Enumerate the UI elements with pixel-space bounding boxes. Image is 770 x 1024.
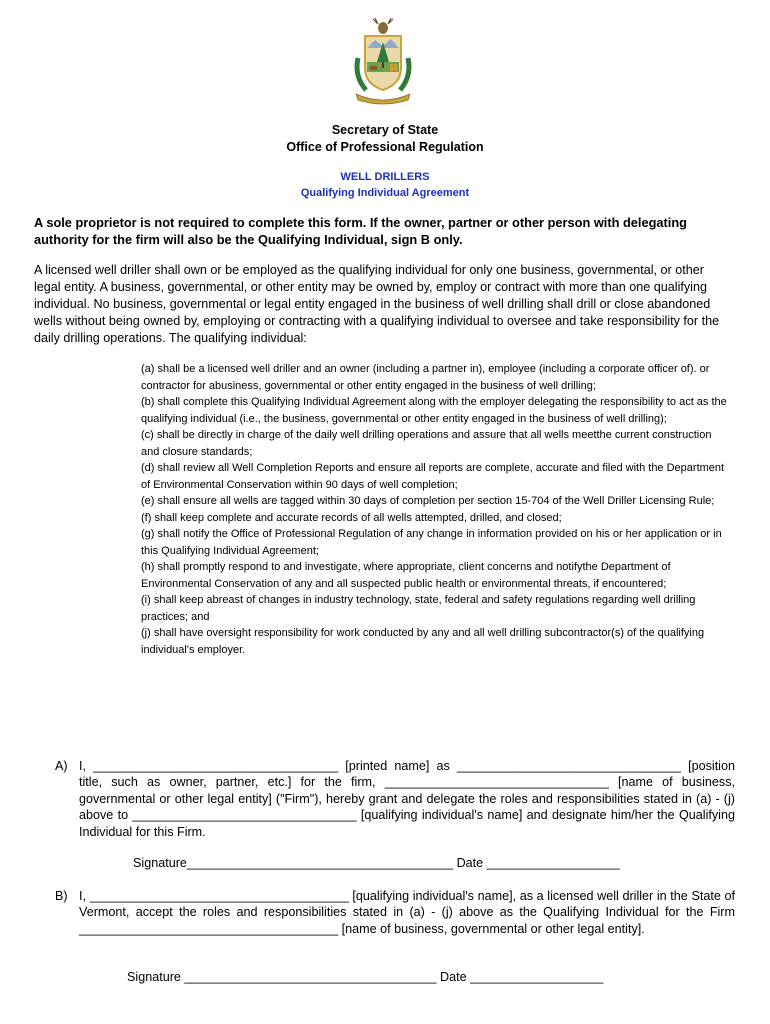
duties-list: [141, 361, 731, 658]
section-a-label: A): [55, 759, 68, 773]
section-b-signature-line[interactable]: Signature ____________________________________ Date ___________________: [127, 970, 604, 984]
agency-heading: [0, 122, 770, 156]
list-item: (f) shall keep complete and accurate records of all wells attempted, drilled, and closed;: [141, 511, 562, 524]
list-item: (c) shall be directly in charge of the daily well drilling operations and assure that all wells meetthe current construction and closure standards;: [141, 429, 712, 458]
agency-line-1: Secretary of State: [331, 123, 439, 137]
section-b-acceptance: [55, 888, 735, 937]
section-b-label: B): [55, 889, 68, 903]
agency-line-2: Office of Professional Regulation: [286, 140, 484, 154]
vermont-coat-of-arms-icon: [352, 18, 414, 106]
section-a-delegation: [55, 758, 735, 840]
list-item: (j) shall have oversight responsibility for work conducted by any and all well drilling subcontractor(s) of the qualifying individual's employer.: [141, 627, 705, 656]
list-item: (i) shall keep abreast of changes in industry technology, state, federal and safety regulations regarding well drilling practices; and: [141, 594, 696, 623]
form-title-line-2: Qualifying Individual Agreement: [300, 186, 470, 199]
list-item: (h) shall promptly respond to and investigate, where appropriate, client concerns and notifythe Department of Environmental Conservation of any and all suspected public health or environmental threats, if encountered;: [141, 561, 671, 590]
list-item: (d) shall review all Well Completion Reports and ensure all reports are complete, accurate and filed with the Department of Environmental Conservation within 90 days of well completion;: [141, 462, 725, 491]
section-a-text[interactable]: I, ___________________________________ [printed name] as ________________________________ [position title, such as owner, partner, etc.] for the firm, ________________________________ [name of business, governmental or other legal entity] ("Firm"), hereby grant and delegate the roles and responsibilities stated in (a) - (j) above to ________________________________ [qualifying individual's name] and designate him/her the Qualifying Individual for this Firm.: [79, 759, 735, 839]
list-item: (e) shall ensure all wells are tagged within 30 days of completion per section 15-704 of the Well Driller Licensing Rule;: [141, 495, 715, 507]
list-item: (g) shall notify the Office of Professional Regulation of any change in information provided on his or her application or in this Qualifying Individual Agreement;: [141, 528, 722, 557]
list-item: (b) shall complete this Qualifying Individual Agreement along with the employer delegating the responsibility to act as the qualifying individual (i.e., the business, governmental or other entity engaged in the business of well drilling);: [141, 396, 727, 425]
section-a-signature-line[interactable]: Signature______________________________________ Date ___________________: [133, 856, 620, 870]
form-title: [0, 170, 770, 201]
list-item: (a) shall be a licensed well driller and an owner (including a partner in), employee (including a corporate officer of). or contractor for abusiness, governmental or other entity engaged in the business of well drilling;: [141, 363, 710, 392]
form-title-line-1: WELL DRILLERS: [340, 171, 430, 183]
sole-proprietor-instruction: A sole proprietor is not required to complete this form. If the owner, partner or other person with delegating authority for the firm will also be the Qualifying Individual, sign B only.: [34, 215, 687, 247]
intro-paragraph: A licensed well driller shall own or be employed as the qualifying individual for only one business, governmental, or other legal entity. A business, governmental, or other entity may be owned by, employ or contract with more than one qualifying individual. No business, governmental or legal entity engaged in the business of well drilling shall drill or close abandoned wells without being owned by, employing or contracting with a qualifying individual to oversee and take responsibility for the daily drilling operations. The qualifying individual:: [34, 263, 720, 345]
section-b-text[interactable]: I, _____________________________________ [qualifying individual's name], as a licensed well driller in the State of Vermont, accept the roles and responsibilities stated in (a) - (j) above as the Qualifying Individual for the Firm _____________________________________ [name of business, governmental or other legal entity].: [79, 889, 735, 936]
